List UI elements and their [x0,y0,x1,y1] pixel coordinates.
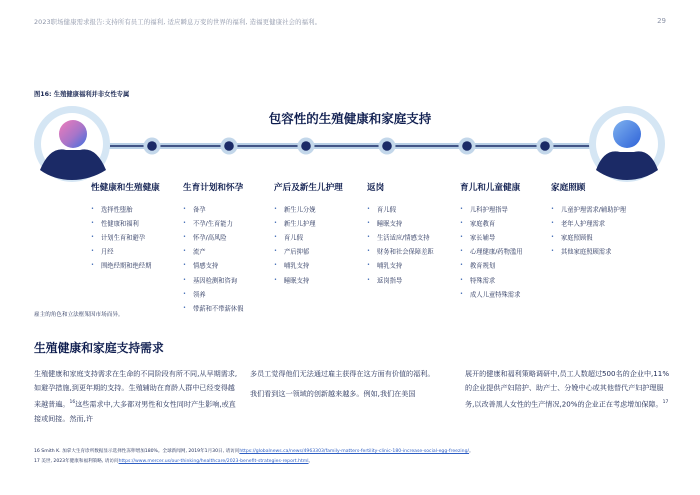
list-item: • 领养 [183,290,206,299]
timeline-dot-2 [221,138,238,155]
paragraph: 生殖健康和家庭支持需求在生命的不同阶段有所不同,从早期需求,如避孕措施,到更年期的支持。生殖辅助在育龄人群中已经变得越来越普遍。$^{16}$这些需求中,大多都对男性和女性同时产生影响,或直接或间接。然而,许 [34,369,238,423]
list-item: • 围绝经期和绝经期 [91,262,152,271]
column-title: 性健康和生殖健康 [91,183,160,193]
body-column-3 [465,367,670,418]
list-item: • 儿童护理需求/辅助护理 [551,206,627,214]
list-item: • 家庭照顾假 [551,234,593,242]
list-item: • 返岗指导 [367,276,403,285]
timeline-dot-6 [537,138,554,155]
list-item: • 生活适应/情感支持 [367,234,430,242]
list-item: • 家庭教育 [460,220,496,228]
list-item: • 其他家庭照顾需求 [551,248,612,257]
list-item: • 备孕 [183,206,206,214]
column-title: 育儿和儿童健康 [460,183,521,193]
column-postnatal-newborn-care [274,181,343,288]
column-title: 产后及新生儿护理 [274,183,343,193]
list-item: • 睡眠支持 [367,220,403,228]
list-item: • 心理健康/药物滥用 [460,248,523,257]
column-title: 家庭照顾 [551,183,586,193]
column-title: 返岗 [367,183,385,193]
timeline-dot-5 [459,138,476,155]
paragraph: 多员工觉得他们无法通过雇主获得在这方面有价值的福利。 [250,369,435,378]
source-note: 雇主的角色和立法框架因市场而异。 [34,312,124,318]
body-column-2 [250,367,455,408]
footnote-17: 17 美世, 2023年健康和福利策略, 请访问https://www.mercer.us/our-thinking/healthcare/2023-benefit-strategies-report.html。 [34,458,314,464]
list-item: • 育儿假 [274,234,303,242]
list-item: • 哺乳支持 [274,262,310,271]
list-item: • 哺乳支持 [367,262,403,271]
timeline-dot-4 [379,138,396,155]
list-item: • 选择性堕胎 [91,206,133,214]
list-item: • 家长辅导 [460,234,496,242]
list-item: • 新生儿护理 [274,220,316,228]
column-parenting-child-health [460,181,523,302]
paragraph: 我们看到这一领域的创新越来越多。例如,我们在美国 [250,389,416,399]
list-item: • 教育规划 [460,262,496,271]
footnote-link[interactable]: https://www.mercer.us/our-thinking/healthcare/2023-benefit-strategies-report.html [118,458,309,464]
list-item: • 带薪和不带薪休假 [183,304,244,313]
footnote-link[interactable]: https://globalnews.ca/news/4963303/family-matters-fertility-clinic-180-increase-social-egg-freezing/ [239,449,470,454]
header-title: 2023职场健康需求报告:支持所有员工的福利, 适应瞬息万变的世界的福利, 造福更健康社会的福利。 [34,18,322,26]
list-item: • 流产 [183,248,206,257]
column-family-care [551,181,626,259]
list-item: • 怀孕/高风险 [183,234,227,242]
list-item: • 不孕/生育能力 [183,220,233,228]
list-item: • 新生儿分娩 [274,206,316,214]
column-family-planning-pregnancy [183,181,243,316]
footnote-ref[interactable]: 17 [662,399,669,405]
page-number: 29 [657,17,666,25]
footnote-16: 16 Smith K. 加拿大生育诊所数据显示选择性冻卵增加180%。全球新闻网, 2019年1月30日, 请访问https://globalnews.ca/news/4963303/family-matters-fertility-clinic-180-increase-social-egg-freezing/。 [34,449,474,454]
list-item: • 情感支持 [183,262,219,271]
list-item: • 财务和社会保障差距 [367,248,434,257]
column-sexual-reproductive-health [91,181,160,274]
list-item: • 老年人护理需求 [551,220,606,228]
list-item: • 计划生育和避孕 [91,234,146,242]
list-item: • 睡眠支持 [274,276,310,285]
list-item: • 育儿假 [367,206,396,214]
list-item: • 性健康和福利 [91,220,139,228]
figure-label: 图16: 生殖健康福利并非女性专属 [34,91,130,98]
timeline-dot-1 [144,138,161,155]
list-item: • 特殊需求 [460,276,496,285]
column-title: 生育计划和怀孕 [183,183,244,193]
footnotes [34,447,474,466]
section-title: 生殖健康和家庭支持需求 [34,341,164,355]
list-item: • 成人儿童特殊需求 [460,290,521,299]
timeline-dot-3 [298,138,315,155]
list-item: • 基因检测和咨询 [183,276,238,285]
column-return-to-work [367,181,434,288]
body-column-1 [34,367,239,432]
list-item: • 儿科护理指导 [460,206,508,214]
list-item: • 月经 [91,248,114,257]
list-item: • 产后抑郁 [274,248,310,257]
paragraph: 展开的健康和福利策略调研中,员工人数超过500名的企业中,11%的企业提供产妇陪护、助产士、分娩中心或其他替代产妇护理服务,以改善黑人女性的生产情况,20%的企业正在考虑增加保障。$^{17}$ [465,369,670,409]
diagram-title: 包容性的生殖健康和家庭支持 [268,111,432,126]
footnote-ref[interactable]: 16 [69,399,76,405]
